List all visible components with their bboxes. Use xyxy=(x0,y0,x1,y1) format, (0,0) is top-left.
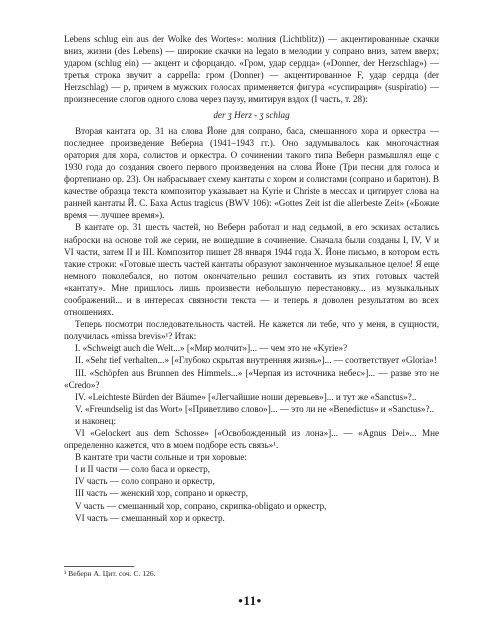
movement-line: VI «Gelockert aus dem Schosse» [«Освобожденный из лона»]... — «Agnus Dei»... Мне определенно кажется, что в моем подборе есть связь»¹. xyxy=(64,428,439,451)
voice-line: I и II части — соло баса и оркестр, xyxy=(75,464,210,475)
movement-line: II. «Sehr tief verhalten...» [«Глубоко скрытая внутренняя жизнь»]... — соответствует «Gloria»! xyxy=(75,355,437,366)
paragraph: Теперь посмотри последовательность частей. Не кажется ли тебе, что у меня, в сущности, получилась «missa brevis»¹? Итак: xyxy=(64,319,439,342)
voice-line: VI часть — смешанный хор и оркестр. xyxy=(75,512,225,523)
movement-line: IV. «Leichteste Bürden der Bäume» [«Легчайшие ноши деревьев»]... и тут же «Sanctus»?.. xyxy=(75,391,417,402)
movement-line: I. «Schweigt auch die Welt...» [«Мир молчит»]... — чем это не «Kyrie»? xyxy=(75,343,348,354)
voice-line: III часть — женский хор, сопрано и оркестр, xyxy=(75,488,249,499)
page-number: •11• xyxy=(238,593,262,608)
paragraph: В кантате ор. 31 шесть частей, но Веберн работал и над седьмой, в его эскизах остались наброски на основе той же серии, не вошедшие в сочинение. Сначала были созданы I, IV, V и VI части, затем II и III. Композитор пишет 28 января 1944 года Х. Йоне письмо, в котором есть такие строки: «Готовые шесть частей кантаты образуют законченное музыкальное целое! Я еще немного поколебался, но потом окончательно решил составить из этих готовых частей «кантату». Мне пришлось лишь произвести небольшую перестановку... из музыкальных соображений... и в интересах связности текста — и теперь я доволен результатом во всех отношениях. xyxy=(64,222,439,318)
body-text xyxy=(64,33,439,524)
movement-line: V. «Freundselig ist das Wort» [«Приветливо слово»]... — это ли не «Benedictus» и «Sanctus»?.. xyxy=(75,403,435,414)
paragraph: Lebens schlug ein aus der Wolke des Wortes»: молния (Lichtblitz)) — акцентированные скачки вниз, жизни (des Lebens) — широкие скачки на legato в мелодии у сопрано вниз, затем вверх; ударом (schlug ein) — акцент и сфорцандо. «Гром, удар сердца» («Donner, der Herzschlag») — третья строка звучит a cappella: гром (Donner) — акцентированное F, удар сердца (der Herzschlag) — p, причем в мужских голосах применяется фигура «суспирация» (suspiratio) — произнесение слогов одного слова через паузу, имитируя вздох (I часть, т. 28): xyxy=(64,34,439,105)
footnote-rule xyxy=(64,566,134,567)
movement-line: III. «Schöpfen aus Brunnen des Himmels...» [«Черпая из источника небес»]... — разве это не «Credo»? xyxy=(64,367,439,390)
paragraph: Вторая кантата ор. 31 на слова Йоне для сопрано, баса, смешанного хора и оркестра — последнее произведение Веберна (1941–1943 гг.). Оно задумывалось как многочастная оратория для хора, солистов и оркестра. О сочинении такого типа Веберн размышлял еще с 1930 года до создания своего первого произведения на слова Йоне (Три песни для голоса и фортепиано ор. 23). Он набрасывает схему кантаты с хором и солистами (сопрано и баритон). В качестве образца текста композитор указывает на Kyrie и Christe в мессах и цитирует слова на ранней кантаты Й. С. Баха Actus tragicus (BWV 106): «Gottes Zeit ist die allerbeste Zeit» («Божие время — лучшее время»). xyxy=(64,125,439,221)
footnote: ¹ Веберн А. Цит. соч. С. 126. xyxy=(64,569,156,578)
voice-line: V часть — смешанный хор, сопрано, скрипка-obligato и оркестр, xyxy=(75,500,327,511)
voices-intro: В кантате три части сольные и три хоровые: xyxy=(75,452,247,463)
music-example: der ʒ Herz - ʒ schlag xyxy=(213,109,290,120)
movement-line: и наконец: xyxy=(75,415,116,426)
voice-line: IV часть — соло сопрано и оркестр, xyxy=(75,476,215,487)
